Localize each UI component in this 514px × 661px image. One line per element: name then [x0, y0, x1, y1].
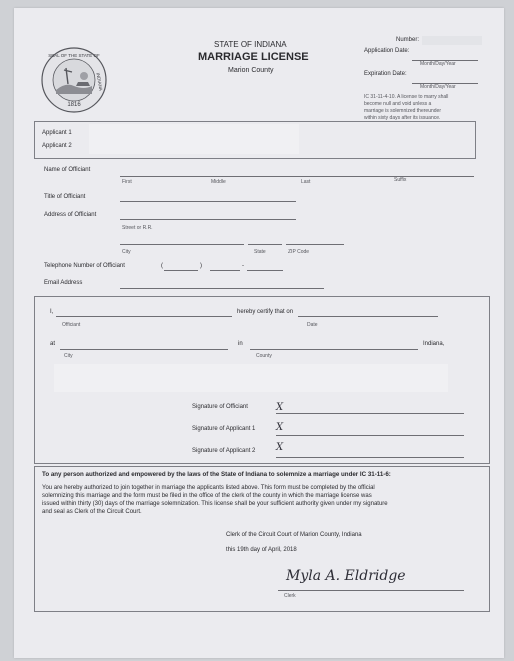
- officiant-name-label: Name of Officiant: [44, 167, 91, 173]
- certify-blank-area: [54, 364, 448, 392]
- signature-applicant-1-line: [276, 435, 464, 436]
- notice-line-2: become null and void unless a: [364, 101, 432, 107]
- officiant-state-line: [248, 244, 282, 245]
- signature-applicant-2-x: X: [276, 442, 284, 453]
- seal-top-text: SEAL OF THE STATE OF: [48, 53, 100, 58]
- officiant-email-line: [120, 288, 324, 289]
- notice-line-3: marriage is solemnized thereunder: [364, 108, 441, 114]
- zip-caption: ZIP Code: [288, 249, 310, 255]
- notice-line-4: within sixty days after its issuance.: [364, 115, 441, 121]
- authorization-heading: To any person authorized and empowered by the laws of the State of Indiana to solemnize a marriage under IC 31-11-6:: [42, 471, 391, 478]
- phone-prefix-line: [210, 270, 240, 271]
- certify-i: I,: [50, 309, 54, 315]
- signature-applicant-2-line: [276, 457, 464, 458]
- signature-applicant-1-label: Signature of Applicant 1: [192, 426, 256, 432]
- suffix-caption: Suffix: [394, 177, 407, 183]
- signature-officiant-line: [276, 413, 464, 414]
- signature-officiant-x: X: [276, 402, 284, 413]
- signature-officiant-label: Signature of Officiant: [192, 404, 248, 410]
- expiration-date-format: Month/Day/Year: [420, 84, 456, 90]
- officiant-phone-label: Telephone Number of Officiant: [44, 263, 125, 269]
- city-caption: City: [122, 249, 131, 255]
- authorization-line-1: You are hereby authorized to join together in marriage the applicants listed above. This form must be completed by the official: [42, 485, 375, 491]
- certify-at: at: [50, 341, 56, 347]
- authorization-line-4: and seal as Clerk of the Circuit Court.: [42, 509, 142, 515]
- officiant-address-label: Address of Officiant: [44, 212, 97, 218]
- seal-year: 1816: [67, 102, 81, 108]
- number-label: Number:: [396, 37, 420, 43]
- authorization-line-2: solemnizing this marriage and the form must be filed in the office of the clerk of the county in which the marriage license was: [42, 493, 372, 499]
- header-state: STATE OF INDIANA: [214, 40, 287, 49]
- number-value: [422, 36, 482, 45]
- last-caption: Last: [301, 179, 311, 185]
- certify-officiant-line: [56, 316, 232, 317]
- certify-county-caption: County: [256, 353, 272, 359]
- certify-officiant-caption: Officiant: [62, 322, 81, 328]
- expiration-date-label: Expiration Date:: [364, 71, 407, 77]
- phone-number-line: [247, 270, 283, 271]
- middle-caption: Middle: [211, 179, 226, 185]
- officiant-email-label: Email Address: [44, 280, 83, 286]
- applicant-2-label: Applicant 2: [42, 143, 72, 149]
- certify-county-line: [250, 349, 418, 350]
- officiant-title-label: Title of Officiant: [44, 194, 86, 200]
- seal-right-text: INDIANA: [95, 72, 104, 92]
- officiant-zip-line: [286, 244, 344, 245]
- officiant-title-line: [120, 201, 296, 202]
- officiant-city-line: [120, 244, 244, 245]
- officiant-street-line: [120, 219, 296, 220]
- signature-applicant-2-label: Signature of Applicant 2: [192, 448, 256, 454]
- certify-in: in: [238, 341, 243, 347]
- certify-indiana: Indiana,: [423, 341, 445, 347]
- clerk-signature: Myla A. Eldridge: [286, 568, 406, 584]
- phone-dash: -: [242, 263, 244, 269]
- phone-close-paren: ): [200, 263, 202, 269]
- license-sheet: [14, 8, 504, 658]
- state-caption: State: [254, 249, 266, 255]
- certify-date-line: [298, 316, 438, 317]
- signature-applicant-1-x: X: [276, 422, 284, 433]
- phone-open-paren: (: [161, 263, 163, 269]
- notice-line-1: IC 31-11-4-10. A license to marry shall: [364, 94, 449, 100]
- certify-city-caption: City: [64, 353, 73, 359]
- state-seal: [40, 46, 108, 114]
- certify-hereby: hereby certify that on: [237, 309, 294, 315]
- header-county: Marion County: [228, 67, 274, 74]
- certify-city-line: [60, 349, 228, 350]
- clerk-signature-line: [278, 590, 464, 591]
- applicant-1-label: Applicant 1: [42, 130, 72, 136]
- authorization-line-3: issued within thirty (30) days of the marriage solemnization. This license shall be your sufficient authority given under my signature: [42, 501, 388, 507]
- phone-area-line: [164, 270, 198, 271]
- clerk-line: Clerk of the Circuit Court of Marion County, Indiana: [226, 532, 362, 538]
- application-date-label: Application Date:: [364, 48, 410, 54]
- clerk-caption: Clerk: [284, 593, 296, 599]
- page-title: MARRIAGE LICENSE: [198, 51, 309, 63]
- application-date-format: Month/Day/Year: [420, 61, 456, 67]
- first-caption: First: [122, 179, 132, 185]
- applicants-fill: [89, 124, 299, 154]
- date-line: this 19th day of April, 2018: [226, 547, 297, 553]
- certify-date-caption: Date: [307, 322, 318, 328]
- street-caption: Street or R.R.: [122, 225, 153, 231]
- officiant-name-line: [120, 176, 474, 177]
